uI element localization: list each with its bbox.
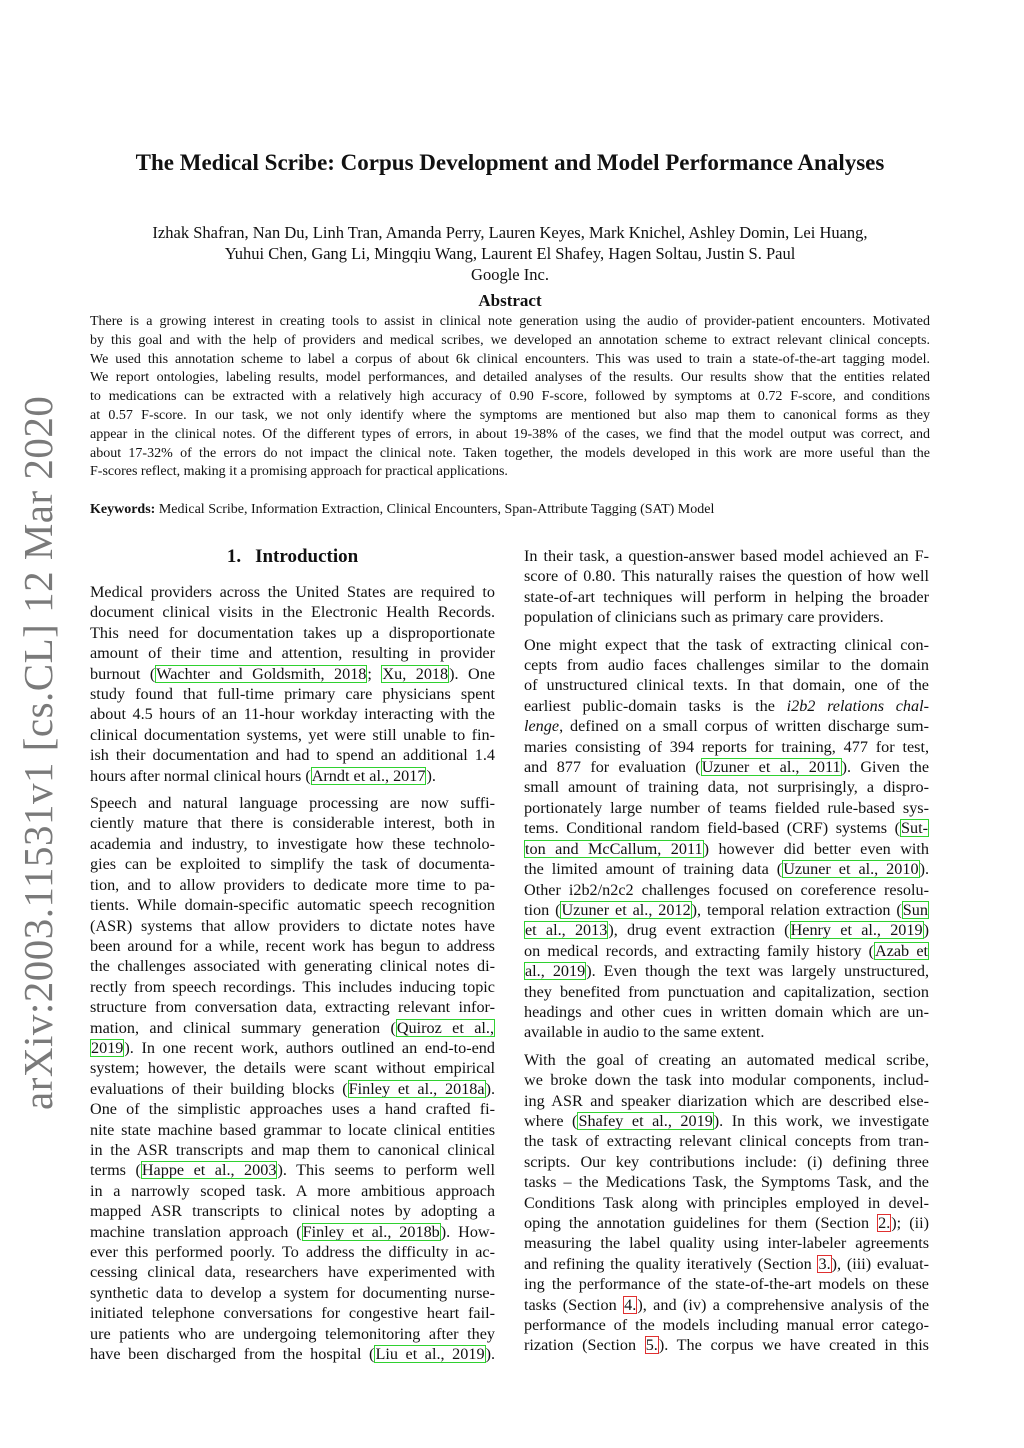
abstract-line: by this goal and with the help of providers and medical scribes, we developed an annotation scheme to extract relevant clinical concepts.	[90, 332, 930, 348]
text-fragment: where (	[524, 1111, 578, 1130]
text-line	[90, 1038, 495, 1058]
text-line: the task of extracting relevant clinical concepts from tran-	[524, 1132, 929, 1151]
text-fragment: rization (Section	[524, 1336, 645, 1355]
text-fragment: , defined on a small corpus of written discharge sum-	[559, 717, 929, 736]
text-fragment: ).	[919, 860, 929, 879]
text-fragment: tion (	[524, 900, 561, 919]
text-line: of unstructured clinical texts. In that domain, one of the	[524, 676, 929, 695]
section-number: 1.	[226, 546, 242, 567]
citation-link[interactable]: Liu et al., 2019	[375, 1345, 485, 1364]
text-line: ing ASR and speaker diarization which are described else-	[524, 1091, 929, 1110]
citation-link[interactable]: Wachter and Goldsmith, 2018	[156, 664, 367, 683]
text-line: performance of the models including manual error catego-	[524, 1316, 929, 1335]
text-line: small amount of training data, not surprisingly, a dispro-	[524, 778, 929, 797]
author-block	[90, 222, 930, 285]
text-line: Medical providers across the United States are required to	[90, 583, 495, 601]
citation-link[interactable]: Happe et al., 2003	[141, 1161, 277, 1180]
text-fragment: burnout (	[90, 664, 156, 683]
text-line	[90, 1160, 495, 1180]
authors-line-2: Yuhui Chen, Gang Li, Mingqiu Wang, Laurent El Shafey, Hagen Soltau, Justin S. Paul	[224, 244, 796, 263]
text-fragment: ). Even though the text was largely unstructured,	[586, 962, 930, 981]
text-line	[90, 1018, 495, 1038]
text-line: cessing clinical data, researchers have experimented with	[90, 1263, 495, 1282]
text-fragment: hours after normal clinical hours (	[90, 766, 311, 785]
text-line: One of the simplistic approaches uses a hand crafted fi-	[90, 1100, 495, 1119]
section-reference-link[interactable]: 5.	[645, 1336, 658, 1355]
text-line: ciently mature that there is considerable interest, both in	[90, 814, 495, 833]
citation-link[interactable]: Sun	[902, 900, 928, 919]
abstract-line: at 0.57 F-score. In our task, we not only identify where the symptoms are mentioned but also map them to canonical forms as they	[90, 407, 930, 423]
text-fragment: earliest public-domain tasks is the	[524, 696, 787, 715]
text-line: system; however, the details were scant without empirical	[90, 1059, 495, 1078]
citation-link[interactable]: Azab et	[875, 941, 929, 960]
text-line: tasks – the Medications Task, the Symptoms Task, and the	[524, 1173, 929, 1192]
text-line: the challenges associated with generating clinical notes di-	[90, 957, 495, 976]
citation-link[interactable]: 2019	[91, 1038, 124, 1057]
text-line: nite state machine based grammar to locate clinical entities	[90, 1120, 495, 1139]
text-fragment: ). This seems to perform well	[277, 1161, 495, 1180]
text-line: state-of-art techniques will perform in helping the broader	[524, 587, 929, 606]
text-line	[524, 961, 929, 981]
text-fragment: ;	[367, 664, 382, 683]
text-line: portionately large number of teams fielded rule-based sys-	[524, 798, 929, 817]
citation-link[interactable]: Shafey et al., 2019	[578, 1111, 713, 1130]
citation-link[interactable]: Quiroz et al.,	[396, 1018, 494, 1037]
text-line: ure patients who are undergoing telemonitoring after they	[90, 1324, 495, 1343]
text-fragment: the limited amount of training data (	[524, 860, 783, 879]
text-fragment: ), (iii) evaluat-	[831, 1254, 929, 1273]
paragraph	[90, 793, 495, 1364]
text-line: Other i2b2/n2c2 challenges focused on coreference resolu-	[524, 880, 929, 899]
text-line: measuring the label quality using inter-labeler agreements	[524, 1234, 929, 1253]
text-line: Speech and natural language processing are now suffi-	[90, 794, 495, 813]
text-line	[524, 859, 929, 879]
keywords	[90, 500, 930, 520]
text-fragment: ). In this work, we investigate	[713, 1111, 929, 1130]
text-line: score of 0.80. This naturally raises the question of how well	[524, 567, 929, 586]
section-reference-link[interactable]: 2.	[878, 1214, 891, 1232]
paragraph	[524, 546, 929, 628]
citation-link[interactable]: et al., 2013	[525, 921, 608, 940]
text-fragment: ). Given the	[841, 758, 930, 777]
text-fragment: ). One	[449, 664, 496, 683]
text-line: rectly from speech recordings. This includes inducing topic	[90, 977, 495, 996]
citation-link[interactable]: Uzuner et al., 2011	[701, 758, 841, 777]
arxiv-identifier: arXiv:2003.11531v1 [cs.CL] 12 Mar 2020	[15, 395, 61, 1110]
citation-link[interactable]: Uzuner et al., 2010	[783, 860, 919, 879]
text-line: This need for documentation takes up a disproportionate	[90, 623, 495, 642]
text-line: we broke down the task into modular components, includ-	[524, 1071, 929, 1090]
text-line	[524, 818, 929, 838]
text-line	[90, 1222, 495, 1242]
text-line: ever this performed poorly. To address the difficulty in ac-	[90, 1243, 495, 1261]
text-line: amount of their time and attention, resulting in provider	[90, 644, 495, 663]
text-line: headings and other cues in written domain which are un-	[524, 1002, 929, 1021]
text-line: study found that full-time primary care physicians spent	[90, 685, 495, 704]
text-line: they benefited from punctuation and capitalization, section	[524, 982, 929, 1001]
text-fragment: and 877 for evaluation (	[524, 758, 701, 777]
text-line: tion, and to allow providers to dedicate more time to pa-	[90, 875, 495, 894]
citation-link[interactable]: Finley et al., 2018b	[302, 1222, 440, 1241]
text-line	[524, 1213, 929, 1233]
text-line: in a narrowly scoped task. A more ambitious approach	[90, 1181, 495, 1200]
abstract-line: about 17-32% of the errors do not impact the clinical note. Taken together, the models developed in this work are more useful than the	[90, 445, 930, 461]
text-line	[524, 920, 929, 940]
abstract-line: appear in the clinical notes. Of the different types of errors, in about 19-38% of the cases, we find that the model output was correct, and	[90, 426, 930, 442]
text-line: in the ASR transcripts and map them to canonical clinical	[90, 1140, 495, 1159]
text-line: been around for a while, recent work has begun to address	[90, 936, 495, 955]
text-fragment: oping the annotation guidelines for them (Section	[524, 1214, 878, 1232]
paragraph	[90, 582, 495, 786]
citation-link[interactable]: ton and McCallum, 2011	[525, 839, 703, 858]
citation-link[interactable]: Arndt et al., 2017	[311, 766, 426, 785]
text-fragment: ).	[485, 1345, 495, 1364]
text-fragment: ). In one recent work, authors outlined an end-to-end	[124, 1038, 495, 1057]
paper-title: The Medical Scribe: Corpus Development and Model Performance Analyses	[135, 150, 885, 175]
text-line: tients. While domain-specific automatic speech recognition	[90, 896, 495, 915]
text-line	[524, 1295, 929, 1315]
section-title: Introduction	[255, 546, 359, 567]
left-column	[90, 546, 495, 1371]
text-line: ish their documentation and had to spend an additional 1.4	[90, 746, 495, 765]
text-line: With the goal of creating an automated medical scribe,	[524, 1050, 929, 1069]
keywords-text: Medical Scribe, Information Extraction, Clinical Encounters, Span-Attribute Tagging (SAT) Model	[155, 502, 715, 517]
text-line: One might expect that the task of extracting clinical con-	[524, 635, 929, 654]
text-line: maries consisting of 394 reports for training, 477 for test,	[524, 737, 929, 756]
text-fragment: ). How-	[440, 1222, 495, 1241]
section-reference-link[interactable]: 3.	[818, 1254, 831, 1273]
keywords-label: Keywords:	[90, 502, 156, 517]
text-line: document clinical visits in the Electronic Health Records.	[90, 603, 495, 622]
abstract-line: We report ontologies, labeling results, model performances, and detailed analyses of the results. Our results show that the entities related	[90, 370, 930, 386]
citation-link[interactable]: Henry et al., 2019	[790, 921, 923, 940]
text-line	[524, 1111, 929, 1131]
text-fragment: machine translation approach (	[90, 1222, 302, 1241]
abstract-line: We used this annotation scheme to label a corpus of about 6k clinical encounters. This was used to train a state-of-the-art tagging model.	[90, 351, 930, 367]
text-line	[524, 839, 929, 859]
text-line	[90, 766, 495, 786]
authors-line-1: Izhak Shafran, Nan Du, Linh Tran, Amanda Perry, Lauren Keyes, Mark Knichel, Ashley Domin, Lei Huang,	[152, 223, 868, 242]
text-line	[524, 716, 929, 736]
text-fragment: ) however did better even with	[703, 839, 929, 858]
citation-link[interactable]: Uzuner et al., 2012	[561, 900, 691, 919]
section-heading	[90, 546, 495, 568]
text-line: In their task, a question-answer based model achieved an F-	[524, 547, 929, 565]
citation-link[interactable]: al., 2019	[525, 962, 586, 981]
text-fragment: ), drug event extraction (	[608, 921, 790, 940]
text-fragment: have been discharged from the hospital (	[90, 1345, 375, 1364]
text-fragment: and refining the quality iteratively (Section	[524, 1254, 818, 1273]
text-line	[90, 1344, 495, 1364]
text-fragment: terms (	[90, 1161, 141, 1180]
text-line	[524, 757, 929, 777]
text-line	[524, 900, 929, 920]
text-line: initiated telephone conversations for congestive heart fail-	[90, 1304, 495, 1323]
citation-link[interactable]: Finley et al., 2018a	[348, 1079, 485, 1098]
text-line: gies can be exploited to simplify the task of documenta-	[90, 855, 495, 874]
text-line: available in audio to the same extent.	[524, 1023, 765, 1042]
text-fragment: ).	[485, 1079, 496, 1098]
abstract-line: to medications can be extracted with a relatively high accuracy of 0.90 F-score, followed by symptoms at 0.72 F-score, and conditions	[90, 389, 930, 405]
text-fragment: mation, and clinical summary generation (	[90, 1018, 396, 1037]
section-reference-link[interactable]: 4.	[624, 1295, 637, 1314]
paragraph	[524, 1050, 929, 1356]
text-line	[524, 941, 929, 961]
text-line: structure from conversation data, extracting relevant infor-	[90, 998, 495, 1017]
text-fragment: evaluations of their building blocks (	[90, 1079, 348, 1098]
text-fragment: ); (ii)	[891, 1214, 930, 1232]
text-fragment: tasks (Section	[524, 1295, 624, 1314]
text-line	[90, 664, 495, 684]
text-fragment: ). The corpus we have created in this	[658, 1336, 929, 1355]
text-line	[524, 1254, 929, 1274]
text-line: Conditions Task along with principles employed in devel-	[524, 1193, 929, 1212]
text-line: academia and industry, to investigate how these technolo-	[90, 834, 495, 853]
abstract-heading: Abstract	[478, 291, 542, 310]
text-line	[90, 1079, 495, 1099]
text-fragment: ), temporal relation extraction (	[691, 900, 902, 919]
right-column	[524, 546, 929, 1363]
text-fragment: on medical records, and extracting family history (	[524, 941, 874, 960]
citation-link[interactable]: Sut-	[901, 819, 928, 838]
text-line: ing the performance of the state-of-the-art models on these	[524, 1275, 929, 1294]
text-line: scripts. Our key contributions include: (i) defining three	[524, 1152, 929, 1171]
abstract-line: There is a growing interest in creating tools to assist in clinical note generation using the audio of provider-patient encounters. Motivated	[90, 314, 930, 329]
affiliation: Google Inc.	[471, 265, 549, 284]
challenge-name: i2b2 relations chal-	[786, 696, 930, 715]
text-line: synthetic data to develop a system for documenting nurse-	[90, 1283, 495, 1302]
abstract-body	[90, 313, 930, 482]
challenge-name: lenge	[524, 717, 560, 736]
text-line: cepts from audio faces challenges similar to the domain	[524, 656, 929, 675]
text-line: population of clinicians such as primary care providers.	[524, 608, 884, 627]
text-fragment: ), and (iv) a comprehensive analysis of the	[637, 1295, 930, 1314]
text-fragment: tems. Conditional random field-based (CRF) systems (	[524, 819, 900, 838]
text-line: about 4.5 hours of an 11-hour workday interacting with the	[90, 705, 495, 724]
text-line: clinical documentation systems, yet were still unable to fin-	[90, 725, 495, 744]
text-line: mapped ASR transcripts to clinical notes by adopting a	[90, 1202, 495, 1221]
text-line	[524, 696, 929, 716]
text-line	[524, 1335, 929, 1355]
text-fragment: )	[923, 921, 929, 940]
abstract-line: F-scores reflect, making it a promising approach for practical applications.	[90, 464, 508, 480]
text-line: (ASR) systems that allow providers to dictate notes have	[90, 916, 495, 935]
paragraph	[524, 635, 929, 1043]
text-fragment: ).	[426, 766, 436, 785]
citation-link[interactable]: Xu, 2018	[382, 664, 449, 683]
